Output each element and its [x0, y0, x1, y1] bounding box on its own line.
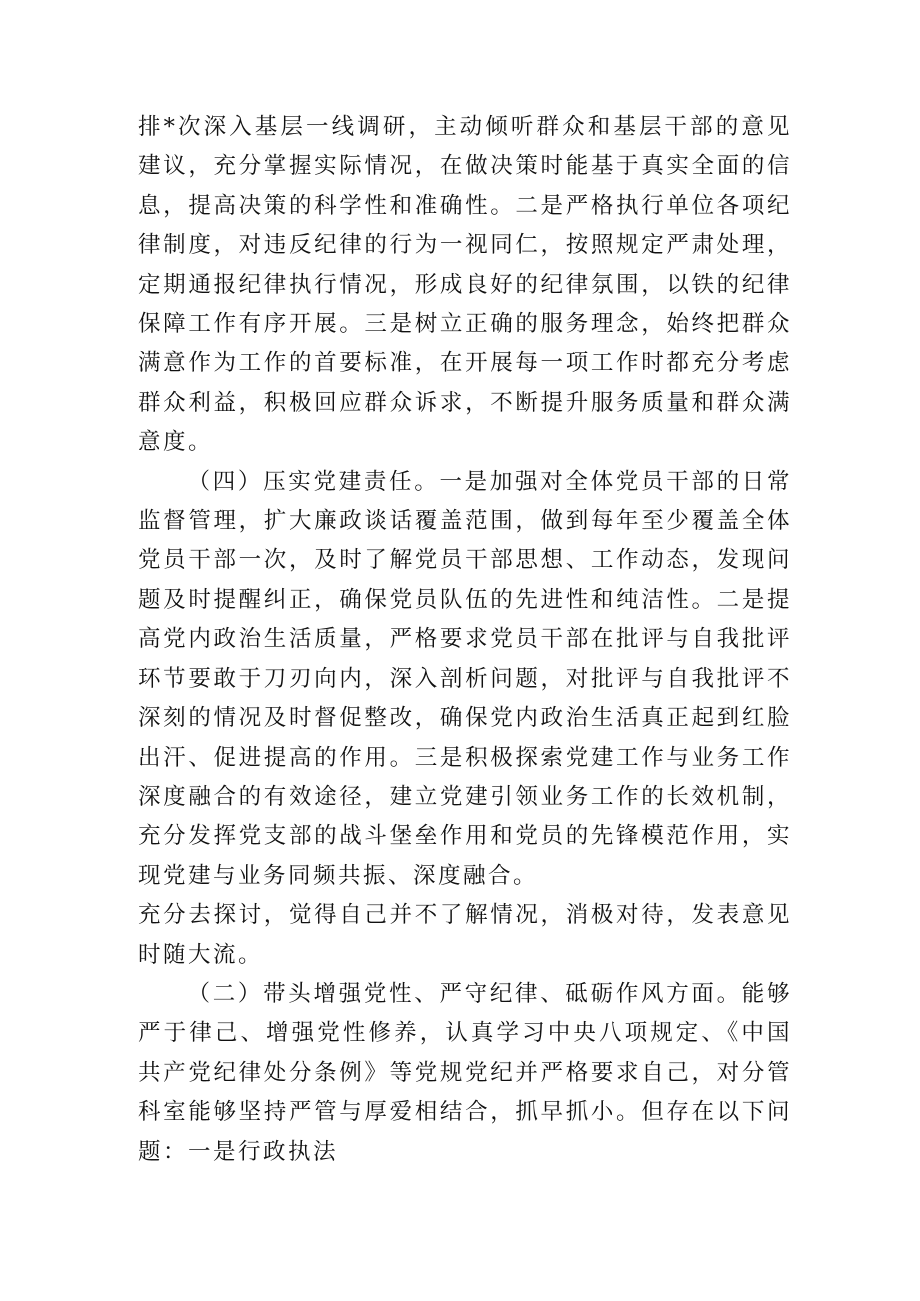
paragraph-fragment-discussion: 充分去探讨，觉得自己并不了解情况，消极对待，发表意见时随大流。	[138, 902, 792, 968]
document-body	[138, 108, 792, 1172]
paragraph-party-spirit-discipline: （二）带头增强党性、严守纪律、砥砺作风方面。能够严于律己、增强党性修养，认真学习中央八项规定、《中国共产党纪律处分条例》等党规党纪并严格要求自己，对分管科室能够坚持严管与厚爱相结合，抓早抓小。但存在以下问题：一是行政执法	[138, 980, 792, 1165]
paragraph-investigation-discipline-service: 排*次深入基层一线调研，主动倾听群众和基层干部的意见建议，充分掌握实际情况，在做决策时能基于真实全面的信息，提高决策的科学性和准确性。二是严格执行单位各项纪律制度，对违反纪律的行为一视同仁，按照规定严肃处理，定期通报纪律执行情况，形成良好的纪律氛围，以铁的纪律保障工作有序开展。三是树立正确的服务理念，始终把群众满意作为工作的首要标准，在开展每一项工作时都充分考虑群众利益，积极回应群众诉求，不断提升服务质量和群众满意度。	[138, 114, 792, 456]
paragraph-party-building-responsibility: （四）压实党建责任。一是加强对全体党员干部的日常监督管理，扩大廉政谈话覆盖范围，做到每年至少覆盖全体党员干部一次，及时了解党员干部思想、工作动态，发现问题及时提醒纠正，确保党员队伍的先进性和纯洁性。二是提高党内政治生活质量，严格要求党员干部在批评与自我批评环节要敢于刀刃向内，深入剖析问题，对批评与自我批评不深刻的情况及时督促整改，确保党内政治生活真正起到红脸出汗、促进提高的作用。三是积极探索党建工作与业务工作深度融合的有效途径，建立党建引领业务工作的长效机制，充分发挥党支部的战斗堡垒作用和党员的先锋模范作用，实现党建与业务同频共振、深度融合。	[138, 468, 792, 889]
